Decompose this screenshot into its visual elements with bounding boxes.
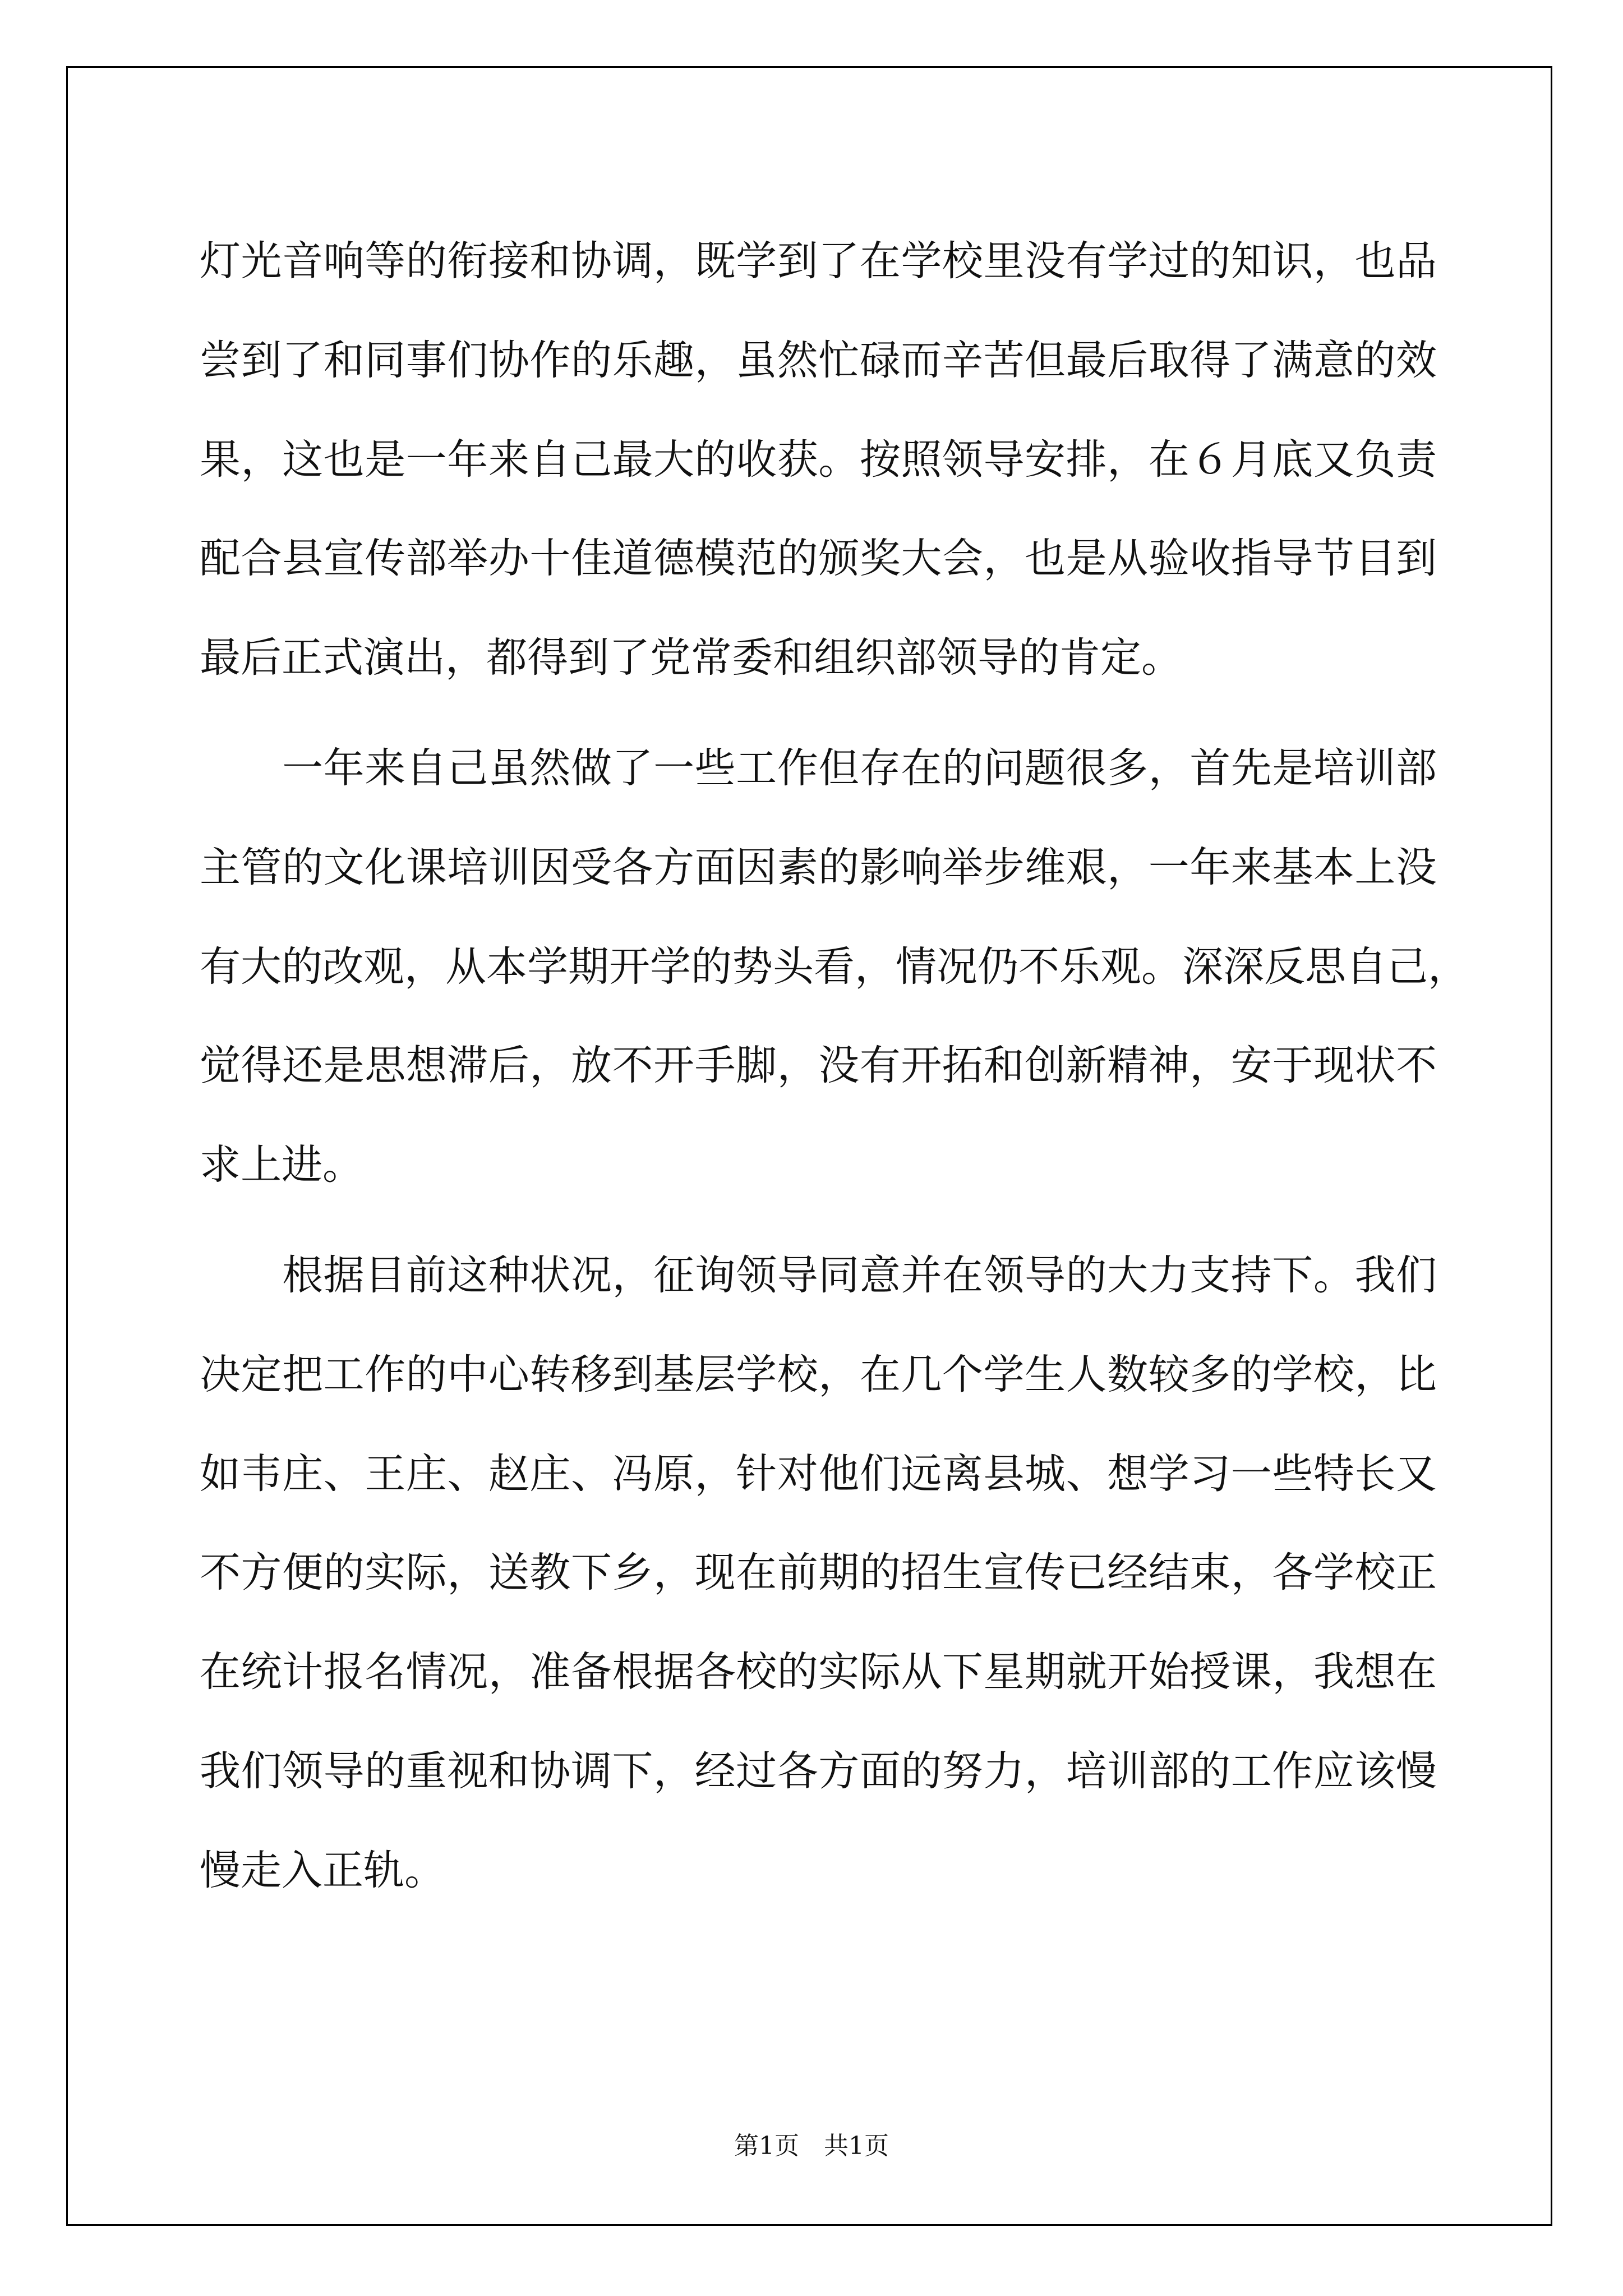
paragraph-3-line-7: 慢走入正轨。 — [200, 1846, 445, 1894]
paragraph-3-line-4: 不方便的实际，送教下乡，现在前期的招生宣传已经结束，各学校正 — [200, 1549, 1437, 1597]
paragraph-1-line-5: 最后正式演出，都得到了党常委和组织部领导的肯定。 — [200, 634, 1182, 682]
paragraph-2-line-1: 一年来自己虽然做了一些工作但存在的问题很多，首先是培训部 — [200, 744, 1437, 792]
paragraph-1-line-4: 配合县宣传部举办十佳道德模范的颁奖大会，也是从验收指导节目到 — [200, 535, 1437, 583]
paragraph-3-line-5: 在统计报名情况，准备根据各校的实际从下星期就开始授课，我想在 — [200, 1648, 1437, 1696]
paragraph-gap — [200, 708, 1437, 719]
paragraph-3-line-3: 如韦庄、王庄、赵庄、冯原，针对他们远离县城、想学习一些特长又 — [200, 1450, 1437, 1498]
paragraph-1-line-1: 灯光音响等的衔接和协调，既学到了在学校里没有学过的知识，也品 — [200, 237, 1437, 285]
page-footer — [0, 2125, 1623, 2161]
paragraph-1-line-3: 果，这也是一年来自己最大的收获。按照领导安排，在６月底又负责 — [200, 435, 1437, 484]
paragraph-gap — [200, 1215, 1437, 1226]
document-body — [200, 212, 1469, 1921]
paragraph-3-line-2: 决定把工作的中心转移到基层学校，在几个学生人数较多的学校，比 — [200, 1350, 1437, 1398]
paragraph-3-line-1: 根据目前这种状况，征询领导同意并在领导的大力支持下。我们 — [200, 1251, 1437, 1299]
page-number-label: 第1页 共1页 — [734, 2132, 889, 2160]
paragraph-2-line-3: 有大的改观，从本学期开学的势头看，情况仍不乐观。深深反思自己， — [200, 942, 1469, 991]
paragraph-2-line-2: 主管的文化课培训因受各方面因素的影响举步维艰，一年来基本上没 — [200, 843, 1437, 891]
paragraph-2-line-4: 觉得还是思想滞后，放不开手脚，没有开拓和创新精神，安于现状不 — [200, 1042, 1437, 1090]
paragraph-2-line-5: 求上进。 — [200, 1141, 363, 1189]
paragraph-1-line-2: 尝到了和同事们协作的乐趣，虽然忙碌而辛苦但最后取得了满意的效 — [200, 336, 1437, 384]
paragraph-3-line-6: 我们领导的重视和协调下，经过各方面的努力，培训部的工作应该慢 — [200, 1747, 1437, 1795]
